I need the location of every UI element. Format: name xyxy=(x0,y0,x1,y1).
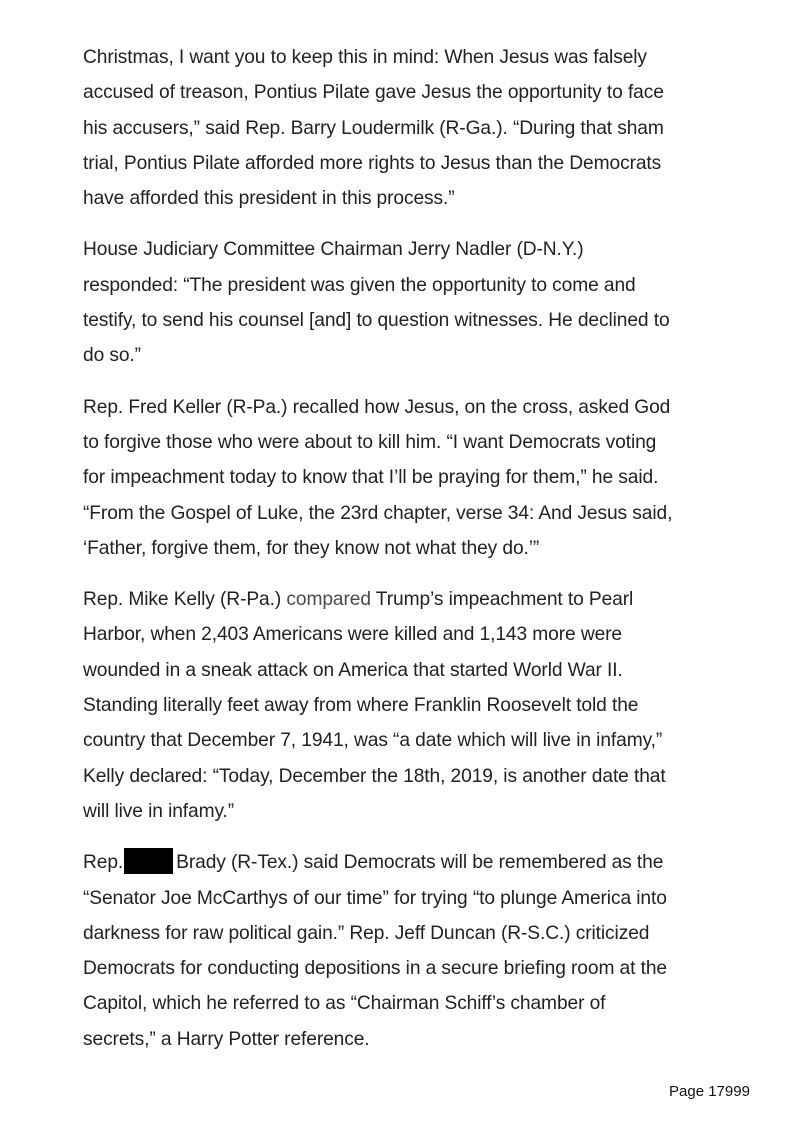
text-line: Kelly declared: “Today, December the 18th, 2019, is another date that xyxy=(83,765,666,787)
text-line: his accusers,” said Rep. Barry Loudermilk (R-Ga.). “During that sham xyxy=(83,117,664,139)
text-line: Capitol, which he referred to as “Chairman Schiff’s chamber of xyxy=(83,993,606,1015)
text-line: House Judiciary Committee Chairman Jerry Nadler (D-N.Y.) xyxy=(83,239,584,261)
text-line: accused of treason, Pontius Pilate gave Jesus the opportunity to face xyxy=(83,82,664,104)
text-line: country that December 7, 1941, was “a date which will live in infamy,” xyxy=(83,730,663,752)
text-line: testify, to send his counsel [and] to question witnesses. He declined to xyxy=(83,310,670,332)
text-line: do so.” xyxy=(83,345,141,367)
text-line: Harbor, when 2,403 Americans were killed and 1,143 more were xyxy=(83,624,623,646)
text-line: darkness for raw political gain.” Rep. Jeff Duncan (R-S.C.) criticized xyxy=(83,922,650,944)
paragraph-keller xyxy=(83,390,723,566)
text-line: Christmas, I want you to keep this in mind: When Jesus was falsely xyxy=(83,47,647,68)
paragraph-loudermilk xyxy=(83,40,723,216)
text-segment: Brady (R-Tex.) said Democrats will be remembered as the xyxy=(176,852,664,874)
text-line: wounded in a sneak attack on America that started World War II. xyxy=(83,659,623,681)
text-segment: Rep. Mike Kelly (R-Pa.) xyxy=(83,589,287,611)
text-segment: Trump’s impeachment to Pearl xyxy=(370,589,634,611)
text-segment: Rep. xyxy=(83,852,124,874)
page-number: Page 17999 xyxy=(669,1083,750,1100)
text-line xyxy=(83,845,723,880)
text-line xyxy=(83,582,723,617)
redaction-box xyxy=(124,848,173,874)
text-line: trial, Pontius Pilate afforded more rights to Jesus than the Democrats xyxy=(83,152,662,174)
document-body xyxy=(83,40,723,1073)
text-line: “Senator Joe McCarthys of our time” for trying “to plunge America into xyxy=(83,887,667,909)
text-line: Democrats for conducting depositions in a secure briefing room at the xyxy=(83,958,667,980)
text-line: have afforded this president in this process.” xyxy=(83,188,455,210)
text-line: for impeachment today to know that I’ll be praying for them,” he said. xyxy=(83,467,659,489)
text-line: will live in infamy.” xyxy=(83,800,235,822)
text-line: secrets,” a Harry Potter reference. xyxy=(83,1028,370,1050)
text-line: to forgive those who were about to kill him. “I want Democrats voting xyxy=(83,431,657,453)
text-line: ‘Father, forgive them, for they know not what they do.’” xyxy=(83,537,540,559)
paragraph-kelly xyxy=(83,582,723,829)
paragraph-nadler xyxy=(83,232,723,373)
text-line: “From the Gospel of Luke, the 23rd chapter, verse 34: And Jesus said, xyxy=(83,502,673,524)
text-line: Rep. Fred Keller (R-Pa.) recalled how Jesus, on the cross, asked God xyxy=(83,396,671,418)
compared-link[interactable]: compared xyxy=(286,589,371,611)
text-line: Standing literally feet away from where Franklin Roosevelt told the xyxy=(83,695,639,717)
paragraph-brady xyxy=(83,845,723,1057)
text-line: responded: “The president was given the opportunity to come and xyxy=(83,274,636,296)
